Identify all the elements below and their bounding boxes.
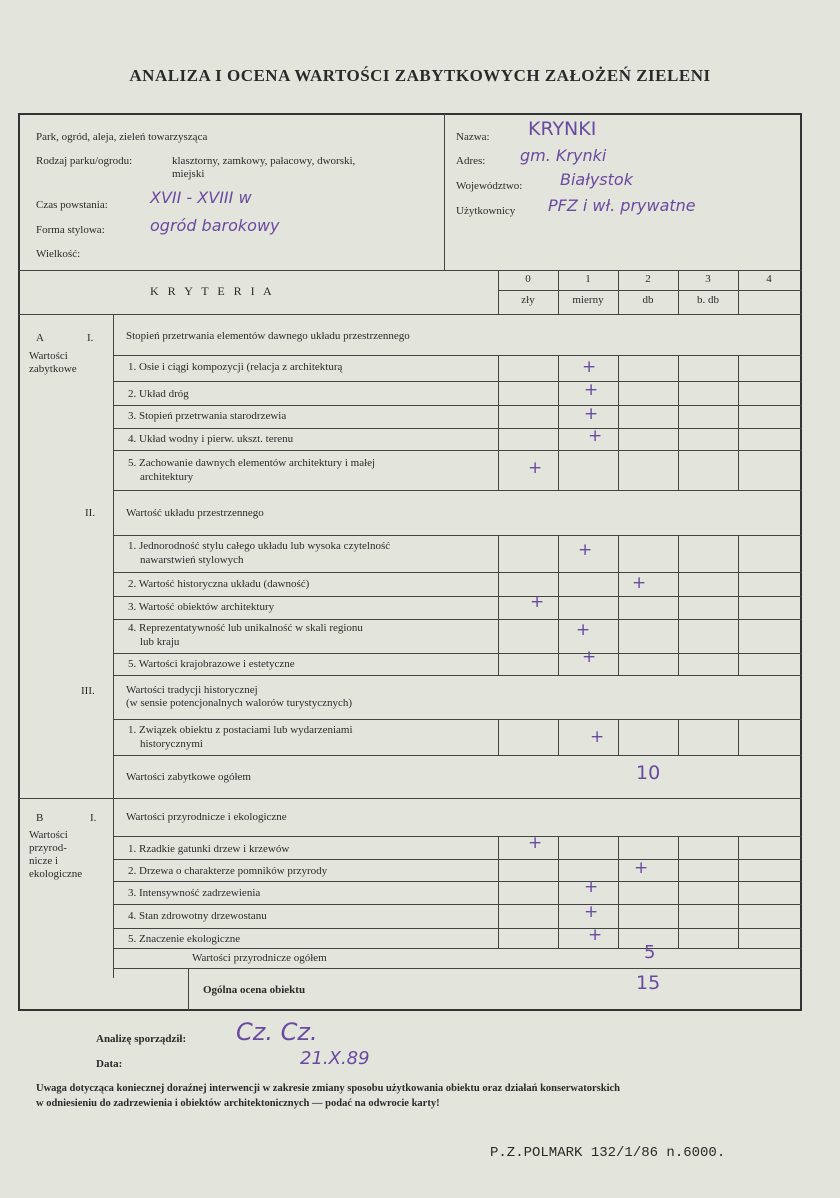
users-value: PFZ i wł. prywatne (548, 196, 696, 215)
total-a-label: Wartości zabytkowe ogółem (126, 771, 251, 783)
col-line (738, 719, 739, 755)
row-line (113, 572, 802, 573)
criterion-b1-2: 2. Drzewa o charakterze pomników przyrody (128, 865, 328, 877)
total-a-value: 10 (636, 762, 661, 784)
criterion-b1-5: 5. Znaczenie ekologiczne (128, 933, 241, 945)
printer-imprint: P.Z.POLMARK 132/1/86 n.6000. (490, 1145, 726, 1161)
section-a-b-divider-left (18, 798, 114, 799)
col-line (738, 836, 739, 948)
voivodeship-value: Białystok (560, 170, 633, 189)
criterion-a2-2: 2. Wartość historyczna układu (dawność) (128, 578, 310, 590)
col-line (498, 836, 499, 948)
total-b-value: 5 (644, 942, 656, 963)
signature: Cz. Cz. (236, 1018, 318, 1046)
col-line (678, 719, 679, 755)
criteria-header: K R Y T E R I A (150, 284, 275, 298)
prepared-by-label: Analizę sporządził: (96, 1033, 187, 1045)
col-line (498, 719, 499, 755)
col-line (738, 270, 739, 314)
score-col-0-label: zły (521, 294, 535, 306)
criterion-a1-5-cont: architektury (140, 471, 194, 483)
criterion-a1-5: 5. Zachowanie dawnych elementów architektury i małej (128, 457, 376, 469)
criterion-a2-4-cont: lub kraju (140, 636, 180, 648)
criterion-a2-5: 5. Wartości krajobrazowe i estetyczne (128, 658, 295, 670)
score-mark: + (528, 458, 543, 478)
score-header-divider (498, 290, 802, 291)
row-line (113, 719, 802, 720)
size-label: Wielkość: (36, 248, 81, 260)
col-line (558, 719, 559, 755)
col-line (738, 535, 739, 675)
col-line (498, 535, 499, 675)
style-value: ogród barokowy (150, 216, 280, 235)
section-a-roman-1: I. (87, 332, 94, 344)
score-col-4-num: 4 (766, 273, 772, 285)
row-line (113, 355, 802, 356)
col-line (558, 535, 559, 675)
style-label: Forma stylowa: (36, 224, 105, 236)
score-mark: + (588, 426, 603, 446)
criteria-header-bottom (18, 314, 802, 315)
section-a-label-1: Wartości (29, 350, 68, 362)
name-value: KRYNKI (528, 118, 597, 140)
col-line (678, 270, 679, 314)
score-mark: + (584, 380, 599, 400)
col-line (558, 836, 559, 948)
document-title: ANALIZA I OCENA WARTOŚCI ZABYTKOWYCH ZAŁOŻEŃ ZIELENI (129, 66, 711, 85)
score-col-1-label: mierny (572, 294, 604, 306)
overall-left-line (188, 968, 189, 1011)
row-line (113, 428, 802, 429)
section-a-letter: A (36, 332, 44, 344)
row-line (113, 798, 802, 799)
criterion-a2-4: 4. Reprezentatywność lub unikalność w skali regionu (128, 622, 363, 634)
row-line (113, 653, 802, 654)
note-line-1: Uwaga dotycząca koniecznej doraźnej interwencji w zakresie zmiany sposobu użytkowania obiektu oraz działań konserwatorskich (36, 1083, 620, 1094)
section-b-label-4: ekologiczne (29, 868, 83, 880)
criterion-a2-1-cont: nawarstwień stylowych (140, 554, 244, 566)
col-line (498, 355, 499, 490)
score-mark: + (584, 877, 599, 897)
criterion-b1-1: 1. Rzadkie gatunki drzew i krzewów (128, 843, 290, 855)
origin-label: Czas powstania: (36, 199, 108, 211)
group-b1-title: Wartości przyrodnicze i ekologiczne (126, 811, 287, 823)
row-line (113, 859, 802, 860)
row-line (113, 968, 802, 969)
score-mark: + (582, 357, 597, 377)
row-line (113, 836, 802, 837)
score-mark: + (578, 540, 593, 560)
row-line (113, 535, 802, 536)
section-b-label-3: nicze i (29, 855, 59, 867)
col-line (558, 270, 559, 314)
criterion-b1-4: 4. Stan zdrowotny drzewostanu (128, 910, 267, 922)
row-line (113, 904, 802, 905)
note-line-2: w odniesieniu do zadrzewienia i obiektów architektonicznych — podać na odwrocie karty! (36, 1098, 440, 1109)
col-line (738, 355, 739, 490)
col-line (618, 836, 619, 948)
score-mark: + (576, 620, 591, 640)
header-split (444, 113, 445, 270)
score-col-3-label: b. db (697, 294, 719, 306)
origin-value: XVII - XVIII w (150, 188, 252, 207)
kind-options-2: miejski (172, 168, 205, 180)
group-a3-title-2: (w sensie potencjonalnych walorów turystycznych) (126, 697, 353, 709)
park-type-label: Park, ogród, aleja, zieleń towarzysząca (36, 131, 208, 143)
left-column-divider (113, 314, 114, 978)
score-mark: + (528, 833, 543, 853)
col-line (678, 535, 679, 675)
score-mark: + (584, 404, 599, 424)
address-value: gm. Krynki (520, 146, 607, 165)
criterion-a1-4: 4. Układ wodny i pierw. ukszt. terenu (128, 433, 294, 445)
kind-options: klasztorny, zamkowy, pałacowy, dworski, (172, 155, 356, 167)
col-line (618, 270, 619, 314)
section-b-label-1: Wartości (29, 829, 68, 841)
col-line (618, 719, 619, 755)
header-divider (18, 270, 802, 271)
score-mark: + (582, 647, 597, 667)
section-a-roman-2: II. (85, 507, 96, 519)
section-b-letter: B (36, 812, 44, 824)
group-a2-title: Wartość układu przestrzennego (126, 507, 264, 519)
kind-label: Rodzaj parku/ogrodu: (36, 155, 133, 167)
col-line (618, 535, 619, 675)
criterion-a3-1: 1. Związek obiektu z postaciami lub wydarzeniami (128, 724, 353, 736)
row-line (113, 619, 802, 620)
overall-value: 15 (636, 972, 661, 994)
section-b-roman-1: I. (90, 812, 97, 824)
score-col-0-num: 0 (525, 273, 531, 285)
criterion-a1-2: 2. Układ dróg (128, 388, 189, 400)
date-value: 21.X.89 (300, 1048, 370, 1069)
criterion-a2-3: 3. Wartość obiektów architektury (128, 601, 275, 613)
group-a3-title-1: Wartości tradycji historycznej (126, 684, 258, 696)
criterion-a1-3: 3. Stopień przetrwania starodrzewia (128, 410, 287, 422)
col-line (618, 355, 619, 490)
score-mark: + (584, 902, 599, 922)
name-label: Nazwa: (456, 131, 490, 143)
criterion-a3-1-cont: historycznymi (140, 738, 203, 750)
criterion-b1-3: 3. Intensywność zadrzewienia (128, 887, 261, 899)
row-line (113, 675, 802, 676)
score-col-2-label: db (642, 294, 654, 306)
row-line (113, 928, 802, 929)
section-a-roman-3: III. (81, 685, 95, 697)
score-mark: + (588, 925, 603, 945)
score-col-3-num: 3 (705, 273, 711, 285)
row-line (113, 450, 802, 451)
row-line (113, 490, 802, 491)
total-b-label: Wartości przyrodnicze ogółem (192, 952, 327, 964)
col-line (558, 355, 559, 490)
voivodeship-label: Województwo: (456, 180, 523, 192)
score-mark: + (590, 727, 605, 747)
score-col-2-num: 2 (645, 273, 651, 285)
users-label: Użytkownicy (456, 205, 516, 217)
row-line (113, 596, 802, 597)
row-line (113, 881, 802, 882)
section-b-label-2: przyrod- (29, 842, 67, 854)
overall-label: Ogólna ocena obiektu (203, 984, 306, 996)
row-line (113, 405, 802, 406)
col-line (498, 270, 499, 314)
col-line (678, 355, 679, 490)
row-line (113, 948, 802, 949)
score-mark: + (632, 573, 647, 593)
criterion-a1-1: 1. Osie i ciągi kompozycji (relacja z architekturą (128, 361, 343, 373)
group-a1-title: Stopień przetrwania elementów dawnego układu przestrzennego (126, 330, 410, 342)
score-mark: + (530, 592, 545, 612)
row-line (113, 381, 802, 382)
criterion-a2-1: 1. Jednorodność stylu całego układu lub wysoka czytelność (128, 540, 391, 552)
score-mark: + (634, 858, 649, 878)
row-line (113, 755, 802, 756)
section-a-label-2: zabytkowe (29, 363, 77, 375)
address-label: Adres: (456, 155, 486, 167)
col-line (678, 836, 679, 948)
score-col-1-num: 1 (585, 273, 591, 285)
date-label: Data: (96, 1058, 123, 1070)
